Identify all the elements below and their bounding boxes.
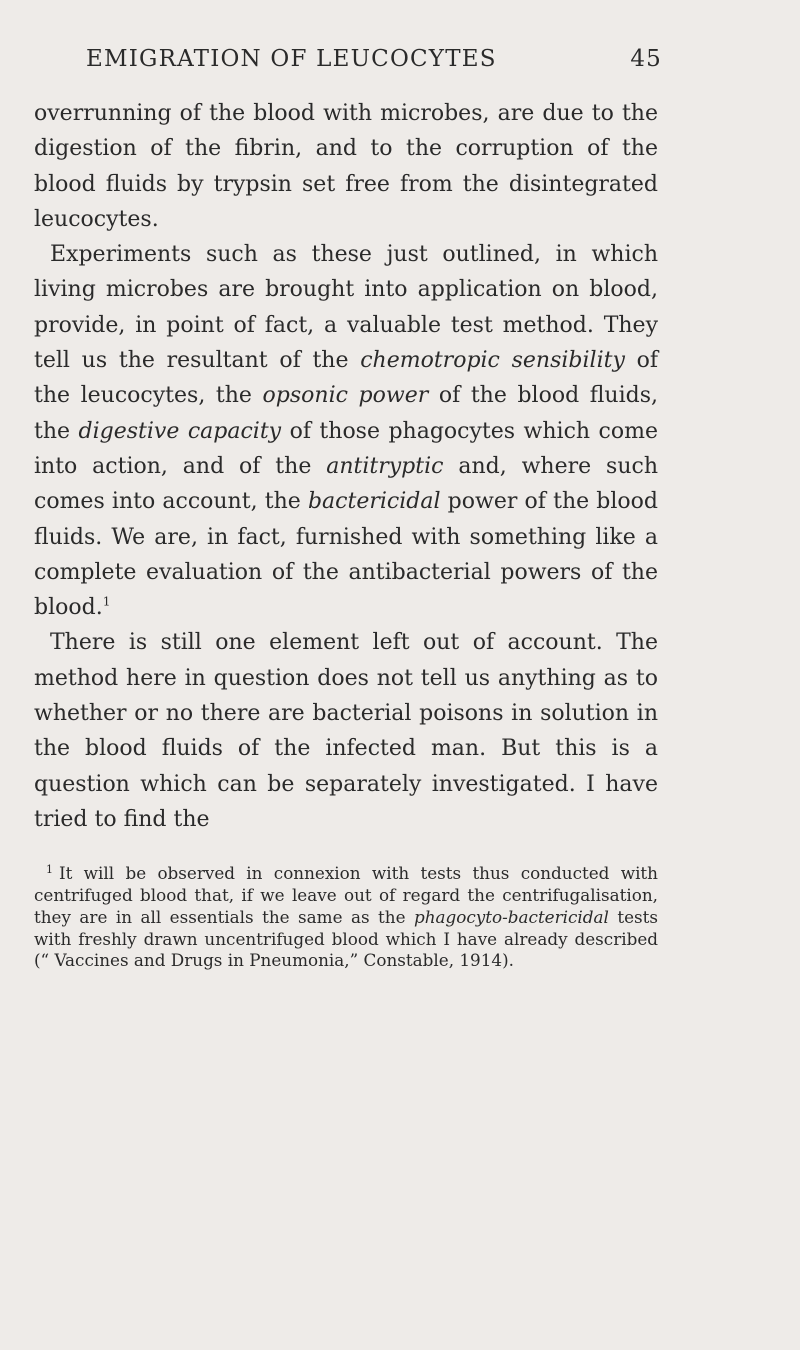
footnote-text-a: It will be observed in connexion with tests thus conducted with centrifuged blood that, if we leave out of regard the centrifugalisation, they are in all essentials the same as the — [34, 863, 658, 927]
term-bactericidal: bactericidal — [307, 489, 441, 515]
paragraph-2-text-d: of those phagocytes which come into action, and of the — [34, 418, 658, 479]
term-antitryptic: antitryptic — [326, 453, 444, 479]
paragraph-3 — [34, 625, 658, 837]
footnote-text-b: tests with freshly drawn uncentrifuged blood which I have already described (“ Vaccines and Drugs in Pneumonia,” Constable, 1914). — [34, 906, 658, 971]
page-number: 45 — [630, 46, 662, 72]
running-title: EMIGRATION OF LEUCOCYTES — [86, 46, 497, 72]
term-digestive-capacity: digestive capacity — [78, 418, 282, 444]
book-page — [34, 38, 662, 1318]
footnote-reference: 1 — [102, 594, 111, 609]
paragraph-2-text-e: and, where such comes into account, the — [34, 453, 658, 515]
paragraph-2-text-a: Experiments such as these just outlined, in which living microbes are brought into application on blood, provide, in point of fact, a valuable test method. They tell us the resultant of the — [34, 242, 658, 374]
paragraph-2-text-b: of the leucocytes, the — [34, 348, 658, 409]
paragraph-1 — [34, 96, 658, 237]
term-phagocyto-bactericidal: phagocyto-bactericidal — [414, 906, 609, 927]
paragraph-2 — [34, 237, 658, 625]
footnotes — [34, 863, 658, 972]
term-opsonic-power: opsonic power — [262, 383, 429, 409]
paragraph-2-text-f: power of the blood fluids. We are, in fact, furnished with something like a complete evaluation of the antibacterial powers of the blood. — [34, 489, 658, 621]
main-text — [34, 96, 658, 837]
footnote-marker: 1 — [46, 862, 53, 876]
paragraph-2-text-c: of the blood fluids, the — [34, 383, 658, 444]
footnote-1 — [34, 863, 658, 972]
paragraph-1-text: overrunning of the blood with microbes, are due to the digestion of the fibrin, and to the corruption of the blood fluids by trypsin set free from the disintegrated leucocytes. — [34, 101, 658, 232]
paragraph-3-text: There is still one element left out of account. The method here in question does not tell us anything as to whether or no there are bacterial poisons in solution in the blood fluids of the infected man. But this is a question which can be separately investigated. I have tried to find the — [34, 630, 658, 832]
running-head — [34, 38, 662, 86]
term-chemotropic-sensibility: chemotropic sensibility — [360, 348, 625, 374]
